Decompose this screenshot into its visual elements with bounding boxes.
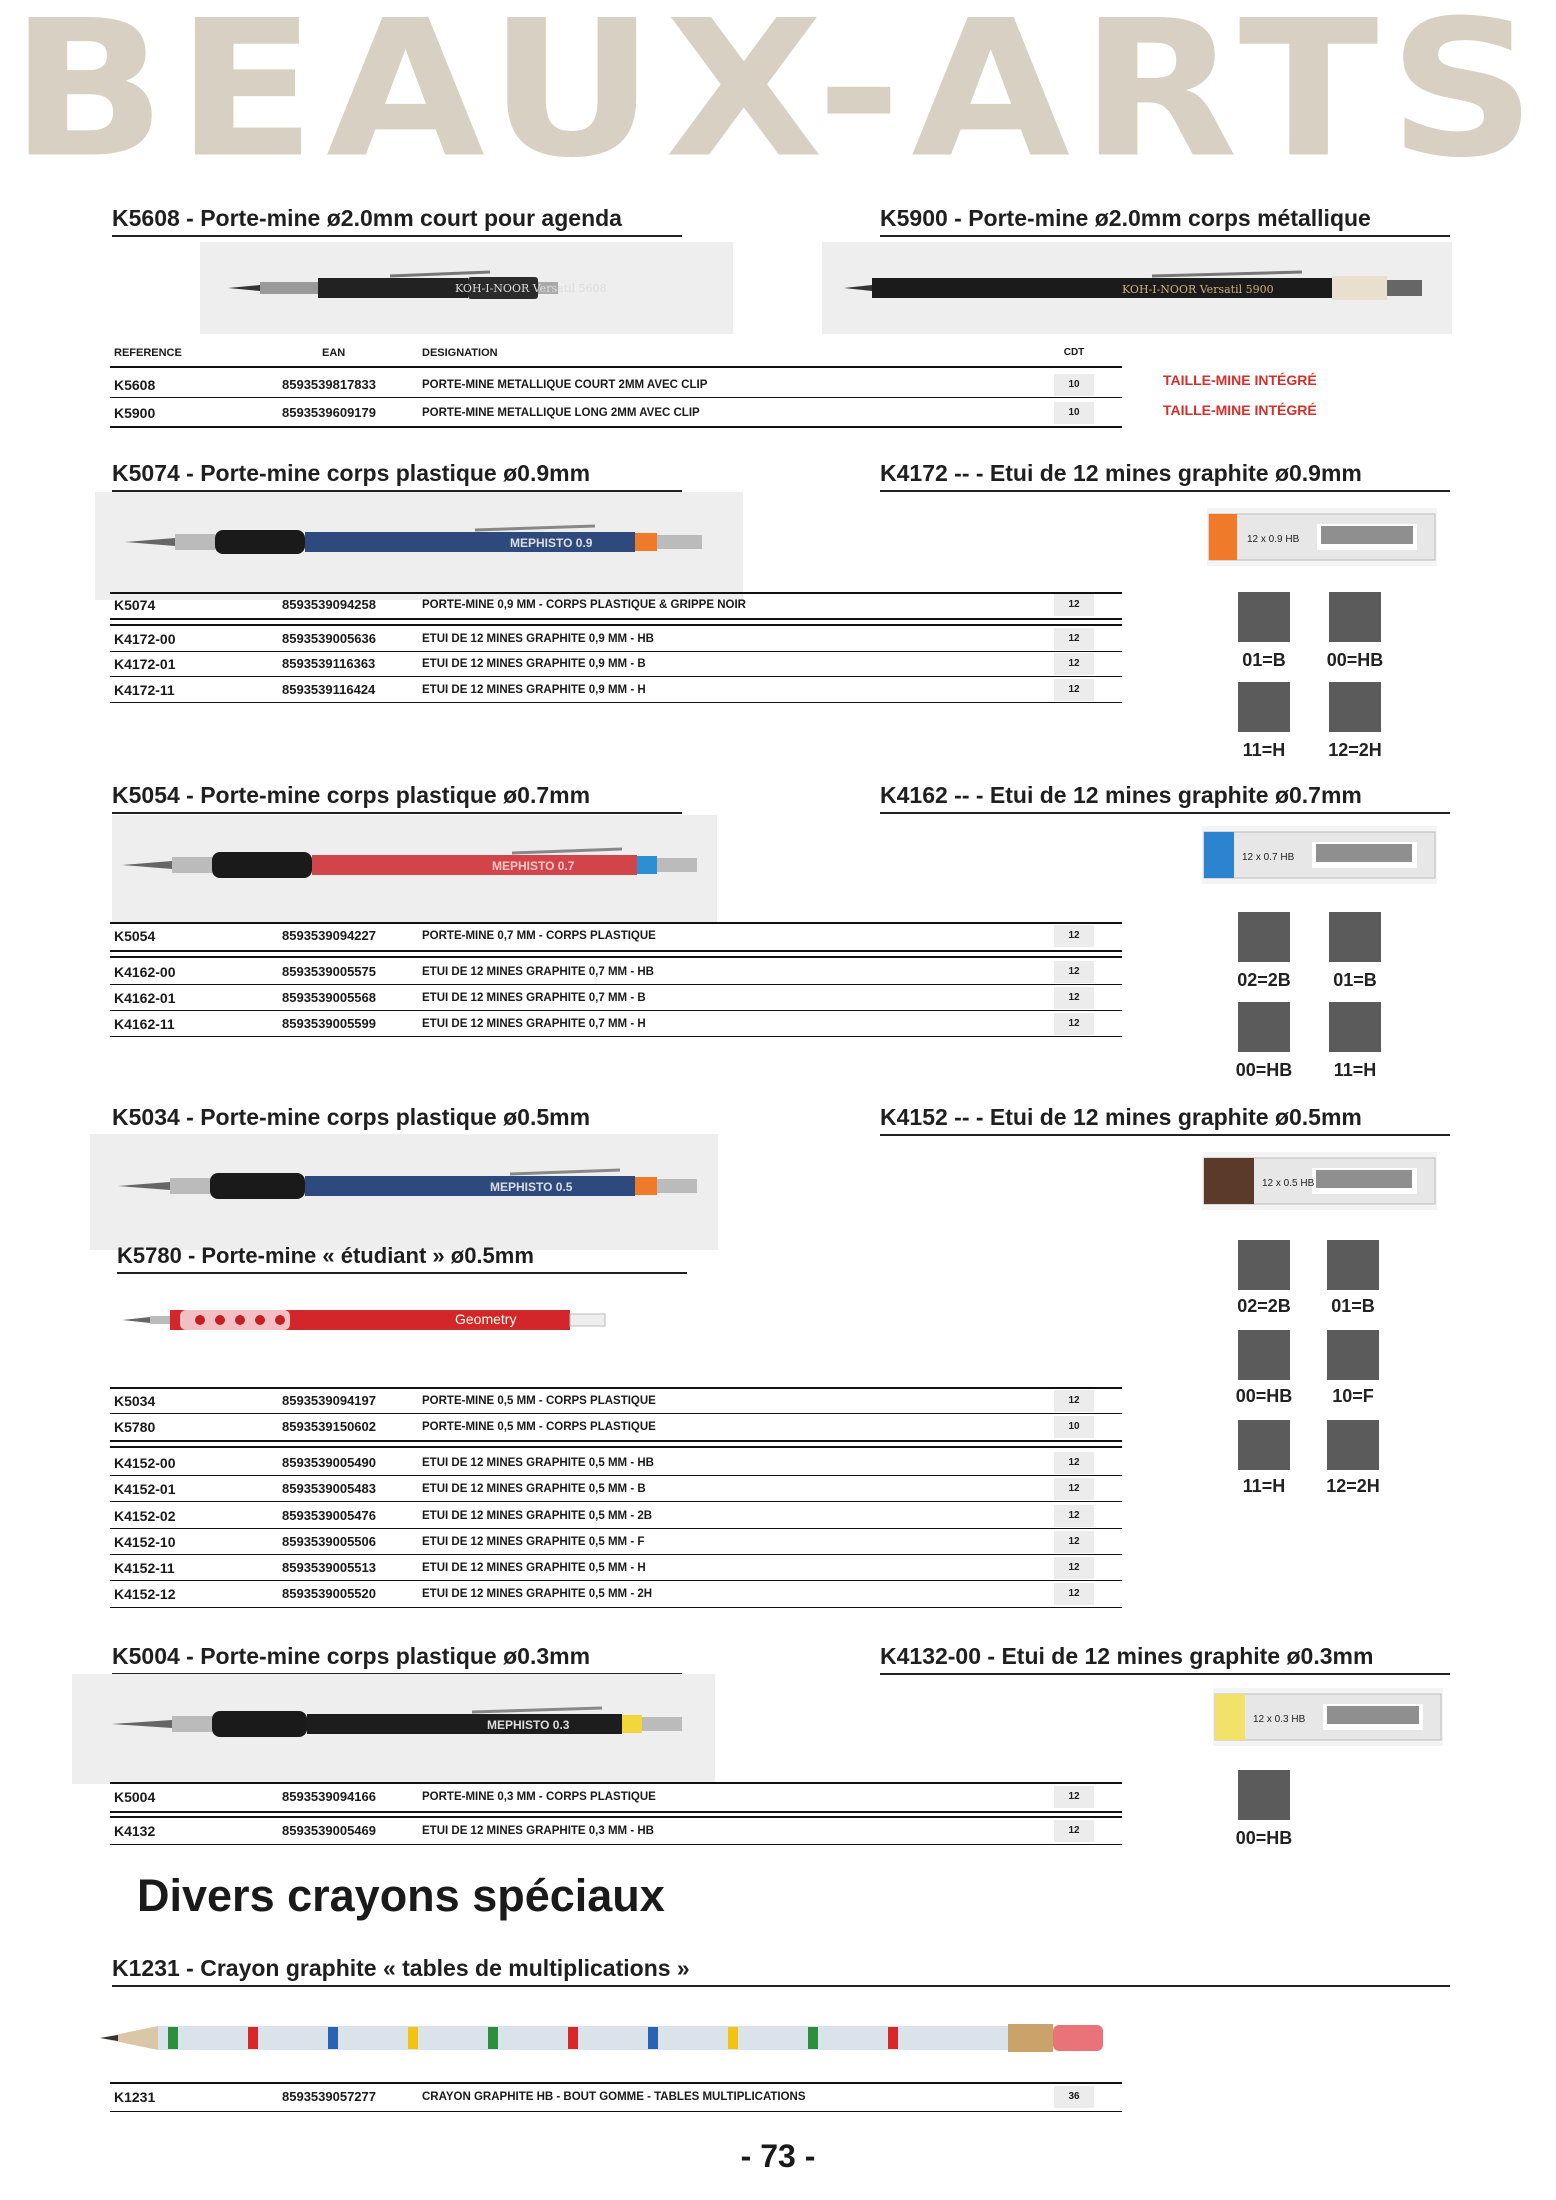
note-taille-mine-2: TAILLE-MINE INTÉGRÉ — [1163, 402, 1317, 418]
title-k5034: K5034 - Porte-mine corps plastique ø0.5mm — [112, 1104, 682, 1136]
row-cdt: 12 — [1054, 653, 1094, 675]
lead-swatch — [1238, 1002, 1290, 1052]
row-des: ETUI DE 12 MINES GRAPHITE 0,7 MM - B — [422, 992, 646, 1004]
row-ref: K4132 — [114, 1823, 156, 1839]
swatch-label: 11=H — [1333, 1060, 1377, 1080]
divider — [110, 1036, 1122, 1037]
table-k5054 — [110, 920, 1122, 1040]
swatch-label: 00=HB — [1235, 1386, 1293, 1406]
table-row — [110, 961, 1122, 983]
table-row — [110, 1013, 1122, 1035]
row-ean: 8593539005513 — [282, 1560, 376, 1575]
lead-swatch — [1329, 912, 1381, 962]
photo-case-07 — [1202, 826, 1437, 884]
swatch-label: 00=HB — [1235, 1828, 1293, 1848]
lead-swatch — [1238, 1240, 1290, 1290]
row-des: ETUI DE 12 MINES GRAPHITE 0,3 MM - HB — [422, 1825, 654, 1837]
header-ref: REFERENCE — [114, 347, 182, 359]
table-row — [110, 628, 1122, 650]
header-des: DESIGNATION — [422, 347, 498, 359]
divider — [110, 984, 1122, 985]
brand-text-5608: KOH-I-NOOR Versatil 5608 — [455, 282, 607, 295]
lead-swatch — [1238, 912, 1290, 962]
row-ean: 8593539057277 — [282, 2089, 376, 2104]
table-row — [110, 987, 1122, 1009]
photo-k5054 — [112, 815, 717, 923]
photo-k5074 — [95, 492, 743, 600]
divider — [110, 397, 1122, 398]
lead-swatch — [1327, 1240, 1379, 1290]
row-des: CRAYON GRAPHITE HB - BOUT GOMME - TABLES MULTIPLICATIONS — [422, 2091, 806, 2103]
case-label-09: 12 x 0.9 HB — [1247, 534, 1300, 545]
note-taille-mine-1: TAILLE-MINE INTÉGRÉ — [1163, 372, 1317, 388]
row-ref: K4162-01 — [114, 990, 176, 1006]
divider — [110, 1501, 1122, 1502]
row-ean: 8593539609179 — [282, 405, 376, 420]
row-ref: K4162-00 — [114, 964, 176, 980]
title-k4132: K4132-00 - Etui de 12 mines graphite ø0.3mm — [880, 1643, 1450, 1675]
row-ref: K4152-11 — [114, 1560, 175, 1576]
divider — [110, 702, 1122, 703]
row-cdt: 12 — [1054, 1390, 1094, 1412]
row-des: ETUI DE 12 MINES GRAPHITE 0,5 MM - 2B — [422, 1510, 653, 1522]
swatch-label: 01=B — [1333, 970, 1377, 990]
row-des: ETUI DE 12 MINES GRAPHITE 0,9 MM - H — [422, 684, 646, 696]
row-cdt: 10 — [1054, 1416, 1094, 1438]
row-cdt: 12 — [1054, 679, 1094, 701]
row-ean: 8593539005568 — [282, 990, 376, 1005]
row-ean: 8593539094227 — [282, 928, 376, 943]
row-cdt: 12 — [1054, 1505, 1094, 1527]
row-ean: 8593539005476 — [282, 1508, 376, 1523]
brand-text-07: MEPHISTO 0.7 — [492, 859, 575, 873]
case-label-03: 12 x 0.3 HB — [1253, 1714, 1306, 1725]
row-ean: 8593539005520 — [282, 1586, 376, 1601]
title-k4152: K4152 -- - Etui de 12 mines graphite ø0.5mm — [880, 1104, 1450, 1136]
row-cdt: 12 — [1054, 1013, 1094, 1035]
table-k5608-k5900 — [110, 342, 1122, 432]
swatch-label: 11=H — [1242, 740, 1286, 760]
row-ref: K4162-11 — [114, 1016, 175, 1032]
row-cdt: 12 — [1054, 1583, 1094, 1605]
row-cdt: 12 — [1054, 1452, 1094, 1474]
row-cdt: 12 — [1054, 1531, 1094, 1553]
table-k1231 — [110, 2080, 1122, 2120]
swatch-label: 00=HB — [1235, 1060, 1293, 1080]
row-ean: 8593539116363 — [282, 656, 376, 671]
row-cdt: 10 — [1054, 402, 1094, 424]
row-des: ETUI DE 12 MINES GRAPHITE 0,5 MM - H — [422, 1562, 646, 1574]
row-ean: 8593539094197 — [282, 1393, 376, 1408]
divider — [110, 1413, 1122, 1414]
table-k5074 — [110, 590, 1122, 710]
table-row — [110, 1478, 1122, 1500]
brand-text-5900: KOH-I-NOOR Versatil 5900 — [1122, 283, 1274, 296]
row-ref: K1231 — [114, 2089, 156, 2105]
divider — [110, 1844, 1122, 1845]
brand-text-09: MEPHISTO 0.9 — [510, 536, 593, 550]
divider — [110, 1446, 1122, 1448]
row-ref: K4172-11 — [114, 682, 175, 698]
row-des: ETUI DE 12 MINES GRAPHITE 0,5 MM - F — [422, 1536, 645, 1548]
row-des: ETUI DE 12 MINES GRAPHITE 0,7 MM - H — [422, 1018, 646, 1030]
header-cdt: CDT — [1063, 347, 1085, 358]
row-cdt: 12 — [1054, 961, 1094, 983]
row-des: PORTE-MINE 0,7 MM - CORPS PLASTIQUE — [422, 930, 656, 942]
lead-swatch — [1238, 1330, 1290, 1380]
row-des: ETUI DE 12 MINES GRAPHITE 0,5 MM - B — [422, 1483, 646, 1495]
table-k5034 — [110, 1385, 1122, 1615]
row-des: ETUI DE 12 MINES GRAPHITE 0,5 MM - HB — [422, 1457, 654, 1469]
photo-case-09 — [1207, 508, 1437, 566]
row-ean: 8593539817833 — [282, 377, 376, 392]
title-k5608: K5608 - Porte-mine ø2.0mm court pour agenda — [112, 205, 682, 237]
divider — [110, 1811, 1122, 1813]
section-heading: Divers crayons spéciaux — [137, 1870, 665, 1921]
row-cdt: 12 — [1054, 594, 1094, 616]
row-ean: 8593539005575 — [282, 964, 376, 979]
row-des: ETUI DE 12 MINES GRAPHITE 0,5 MM - 2H — [422, 1588, 653, 1600]
table-row — [110, 1452, 1122, 1474]
lead-swatch — [1238, 592, 1290, 642]
row-cdt: 36 — [1054, 2086, 1094, 2108]
title-k1231: K1231 - Crayon graphite « tables de multiplications » — [112, 1955, 1450, 1987]
photo-k5780 — [120, 1290, 680, 1350]
photo-k5034 — [90, 1134, 718, 1250]
banner-text: BEAUX-ARTS — [9, 0, 1547, 200]
divider — [110, 366, 1122, 368]
swatch-label: 02=2B — [1237, 970, 1291, 990]
table-row — [110, 679, 1122, 701]
row-cdt: 12 — [1054, 925, 1094, 947]
divider — [110, 2082, 1122, 2084]
lead-swatch — [1238, 1770, 1290, 1820]
title-k5780: K5780 - Porte-mine « étudiant » ø0.5mm — [117, 1243, 687, 1274]
divider — [110, 1607, 1122, 1608]
row-des: PORTE-MINE 0,3 MM - CORPS PLASTIQUE — [422, 1791, 656, 1803]
row-des: PORTE-MINE 0,5 MM - CORPS PLASTIQUE — [422, 1395, 656, 1407]
row-des: PORTE-MINE 0,9 MM - CORPS PLASTIQUE & GRIPPE NOIR — [422, 599, 746, 611]
table-row — [110, 1583, 1122, 1605]
row-des: ETUI DE 12 MINES GRAPHITE 0,7 MM - HB — [422, 966, 654, 978]
photo-k5608 — [200, 242, 733, 334]
row-ref: K5900 — [114, 405, 156, 421]
divider — [110, 2111, 1122, 2112]
divider — [110, 1580, 1122, 1581]
row-des: ETUI DE 12 MINES GRAPHITE 0,9 MM - B — [422, 658, 646, 670]
swatch-label: 12=2H — [1328, 740, 1382, 760]
row-cdt: 12 — [1054, 1557, 1094, 1579]
lead-swatch — [1329, 592, 1381, 642]
row-ref: K4152-10 — [114, 1534, 176, 1550]
divider — [110, 1010, 1122, 1011]
row-ref: K5608 — [114, 377, 156, 393]
row-cdt: 12 — [1054, 628, 1094, 650]
lead-swatch — [1327, 1420, 1379, 1470]
lead-swatch — [1238, 1420, 1290, 1470]
row-des: ETUI DE 12 MINES GRAPHITE 0,9 MM - HB — [422, 633, 654, 645]
title-k4162: K4162 -- - Etui de 12 mines graphite ø0.7mm — [880, 782, 1450, 814]
divider — [110, 950, 1122, 952]
photo-k1231 — [98, 2000, 1118, 2080]
table-header — [110, 342, 1122, 364]
table-row — [110, 653, 1122, 675]
table-row — [110, 594, 1122, 616]
case-label-05: 12 x 0.5 HB — [1262, 1178, 1315, 1189]
row-ean: 8593539005490 — [282, 1455, 376, 1470]
brand-text-05: MEPHISTO 0.5 — [490, 1180, 573, 1194]
table-row — [110, 1416, 1122, 1438]
divider — [110, 1782, 1122, 1784]
divider — [110, 1387, 1122, 1389]
divider — [110, 1475, 1122, 1476]
row-ean: 8593539150602 — [282, 1419, 376, 1434]
photo-case-03 — [1213, 1688, 1443, 1746]
lead-swatch — [1238, 682, 1290, 732]
row-ref: K4152-02 — [114, 1508, 176, 1524]
row-ref: K4172-01 — [114, 656, 176, 672]
divider — [110, 676, 1122, 677]
row-ean: 8593539005636 — [282, 631, 376, 646]
swatch-label: 02=2B — [1237, 1296, 1291, 1316]
swatch-label: 12=2H — [1326, 1476, 1380, 1496]
table-row — [110, 2086, 1122, 2108]
row-ean: 8593539005483 — [282, 1481, 376, 1496]
row-cdt: 12 — [1054, 1786, 1094, 1808]
divider — [110, 651, 1122, 652]
swatch-label: 10=F — [1332, 1386, 1374, 1406]
photo-k5900 — [822, 242, 1452, 334]
title-k4172: K4172 -- - Etui de 12 mines graphite ø0.9mm — [880, 460, 1450, 492]
title-k5074: K5074 - Porte-mine corps plastique ø0.9mm — [112, 460, 682, 492]
row-ref: K4152-00 — [114, 1455, 176, 1471]
divider — [110, 1554, 1122, 1555]
table-row — [110, 1505, 1122, 1527]
row-ref: K5074 — [114, 597, 156, 613]
swatch-label: 00=HB — [1326, 650, 1384, 670]
brand-text-geometry: Geometry — [455, 1311, 517, 1327]
table-row — [110, 1820, 1122, 1842]
row-ean: 8593539005599 — [282, 1016, 376, 1031]
lead-swatch — [1329, 1002, 1381, 1052]
divider — [110, 956, 1122, 958]
photo-case-05 — [1202, 1152, 1437, 1210]
row-des: PORTE-MINE 0,5 MM - CORPS PLASTIQUE — [422, 1421, 656, 1433]
title-k5900: K5900 - Porte-mine ø2.0mm corps métallique — [880, 205, 1450, 237]
divider — [110, 922, 1122, 924]
photo-k5004 — [72, 1674, 715, 1784]
table-row — [110, 1390, 1122, 1412]
divider — [110, 1528, 1122, 1529]
row-ref: K5034 — [114, 1393, 156, 1409]
title-k5054: K5054 - Porte-mine corps plastique ø0.7mm — [112, 782, 682, 814]
row-ean: 8593539116424 — [282, 682, 376, 697]
header-ean: EAN — [322, 347, 346, 359]
banner-title — [0, 0, 1556, 200]
row-ref: K5780 — [114, 1419, 156, 1435]
swatch-label: 01=B — [1331, 1296, 1375, 1316]
row-cdt: 10 — [1054, 374, 1094, 396]
row-ean: 8593539005506 — [282, 1534, 376, 1549]
row-des: PORTE-MINE METALLIQUE COURT 2MM AVEC CLIP — [422, 379, 708, 391]
swatch-label: 11=H — [1242, 1476, 1286, 1496]
row-cdt: 12 — [1054, 987, 1094, 1009]
table-row — [110, 1531, 1122, 1553]
divider — [110, 426, 1122, 428]
row-ref: K5004 — [114, 1789, 156, 1805]
row-ref: K4152-12 — [114, 1586, 176, 1602]
table-row — [110, 402, 1122, 424]
page-number: - 73 - — [740, 2138, 816, 2174]
row-ean: 8593539094166 — [282, 1789, 376, 1804]
row-ref: K4172-00 — [114, 631, 176, 647]
table-k5004 — [110, 1780, 1122, 1850]
case-label-07: 12 x 0.7 HB — [1242, 852, 1295, 863]
swatch-label: 01=B — [1242, 650, 1286, 670]
row-ean: 8593539094258 — [282, 597, 376, 612]
table-row — [110, 925, 1122, 947]
table-row — [110, 374, 1122, 396]
row-cdt: 12 — [1054, 1820, 1094, 1842]
row-cdt: 12 — [1054, 1478, 1094, 1500]
divider — [110, 1816, 1122, 1818]
table-row — [110, 1786, 1122, 1808]
lead-swatch — [1327, 1330, 1379, 1380]
table-row — [110, 1557, 1122, 1579]
row-ref: K5054 — [114, 928, 156, 944]
divider — [110, 618, 1122, 620]
brand-text-03: MEPHISTO 0.3 — [487, 1718, 570, 1732]
title-k5004: K5004 - Porte-mine corps plastique ø0.3mm — [112, 1643, 682, 1675]
lead-swatch — [1329, 682, 1381, 732]
divider — [110, 1440, 1122, 1442]
row-des: PORTE-MINE METALLIQUE LONG 2MM AVEC CLIP — [422, 407, 700, 419]
row-ean: 8593539005469 — [282, 1823, 376, 1838]
divider — [110, 624, 1122, 626]
row-ref: K4152-01 — [114, 1481, 176, 1497]
